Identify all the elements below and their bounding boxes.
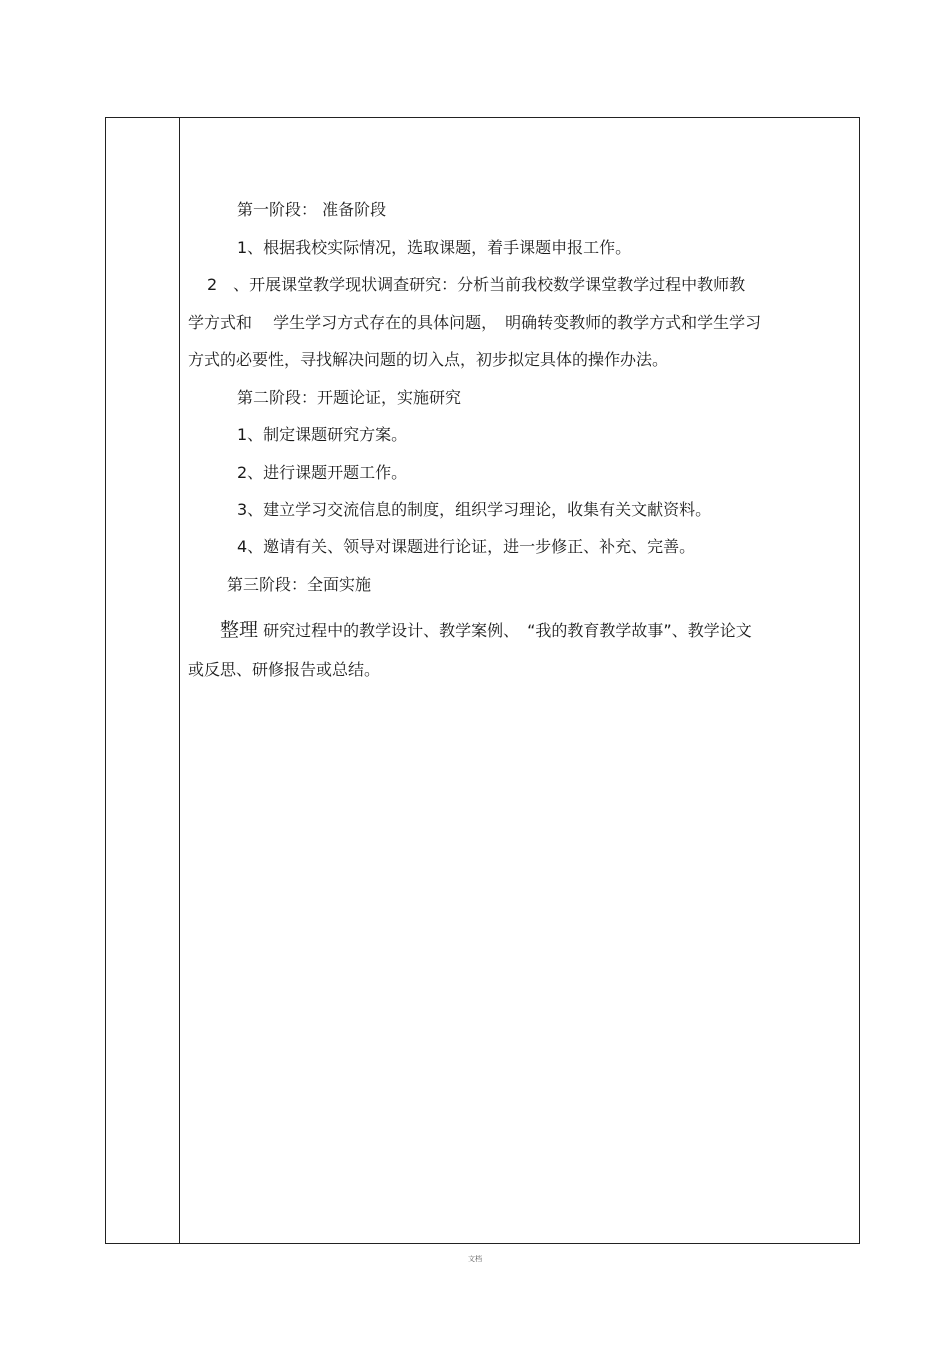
stage2-item3: 3、建立学习交流信息的制度，组织学习理论，收集有关文献资料。 xyxy=(237,500,712,519)
stage2-item1: 1、制定课题研究方案。 xyxy=(237,425,408,444)
stage3-paragraph-line2: 或反思、研修报告或总结。 xyxy=(188,660,381,679)
stage3-paragraph-lead: 整理 xyxy=(220,619,259,641)
stage3-paragraph-line1-text: 研究过程中的教学设计、教学案例、 “我的教育教学故事”、教学论文 xyxy=(263,621,752,640)
stage2-heading: 第二阶段：开题论证，实施研究 xyxy=(237,388,462,407)
stage3-heading: 第三阶段：全面实施 xyxy=(227,575,372,594)
stage2-item2: 2、进行课题开题工作。 xyxy=(237,463,408,482)
document-table xyxy=(105,117,860,1244)
stage1-item2-line3: 方式的必要性，寻找解决问题的切入点，初步拟定具体的操作办法。 xyxy=(188,350,669,369)
footer-label: 文档 xyxy=(468,1255,482,1263)
stage1-item2-line1: 2 、开展课堂教学现状调查研究：分析当前我校数学课堂教学过程中教师教 xyxy=(207,275,746,294)
stage1-item1: 1、根据我校实际情况，选取课题，着手课题申报工作。 xyxy=(237,238,632,257)
table-content-column xyxy=(180,118,859,1243)
stage1-item2-line2: 学方式和 学生学习方式存在的具体问题， 明确转变教师的教学方式和学生学习 xyxy=(188,313,762,332)
table-label-column xyxy=(106,118,180,1243)
stage1-heading: 第一阶段： 准备阶段 xyxy=(237,200,387,219)
stage3-paragraph-line1 xyxy=(220,619,752,642)
stage2-item4: 4、邀请有关、领导对课题进行论证，进一步修正、补充、完善。 xyxy=(237,537,696,556)
